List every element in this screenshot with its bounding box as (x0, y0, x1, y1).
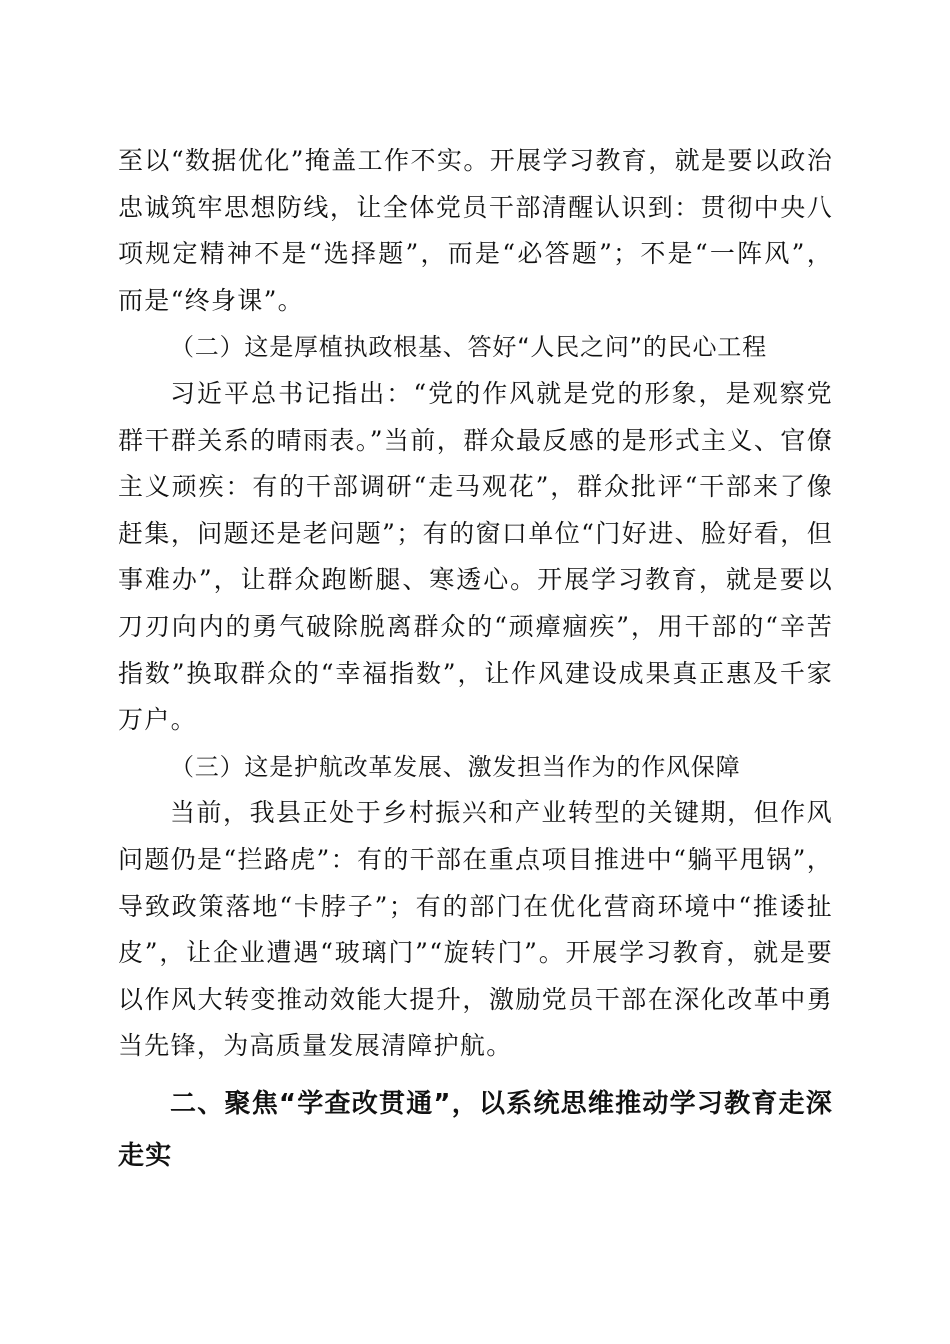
paragraph-text: 当前，我县正处于乡村振兴和产业转型的关键期，但作风问题仍是“拦路虎”：有的干部在重点项目推进中“躺平甩锅”，导致政策落地“卡脖子”；有的部门在优化营商环境中“推诿扯皮”，让企业遭遇“玻璃门”“旋转门”。开展学习教育，就是要以作风大转变推动效能大提升，激励党员干部在深化改革中勇当先锋，为高质量发展清障护航。 (118, 798, 833, 1061)
subheading-2: （二）这是厚植执政根基、答好“人民之问”的民心工程 (170, 333, 767, 362)
paragraph-text: 至以“数据优化”掩盖工作不实。开展学习教育，就是要以政治忠诚筑牢思想防线，让全体党员干部清醒认识到：贯彻中央八项规定精神不是“选择题”，而是“必答题”；不是“一阵风”，而是“终身课”。 (118, 146, 833, 315)
document-body (118, 138, 833, 1182)
paragraph-text: 习近平总书记指出：“党的作风就是党的形象，是观察党群干群关系的晴雨表。”当前，群众最反感的是形式主义、官僚主义顽疾：有的干部调研“走马观花”，群众批评“干部来了像赶集，问题还是老问题”；有的窗口单位“门好进、脸好看，但事难办”，让群众跑断腿、寒透心。开展学习教育，就是要以刀刃向内的勇气破除脱离群众的“顽瘴痼疾”，用干部的“辛苦指数”换取群众的“幸福指数”，让作风建设成果真正惠及千家万户。 (118, 378, 833, 735)
subheading-3: （三）这是护航改革发展、激发担当作为的作风保障 (170, 752, 741, 781)
section-heading-2: 二、聚焦“学查改贯通”，以系统思维推动学习教育走深走实 (118, 1088, 833, 1171)
